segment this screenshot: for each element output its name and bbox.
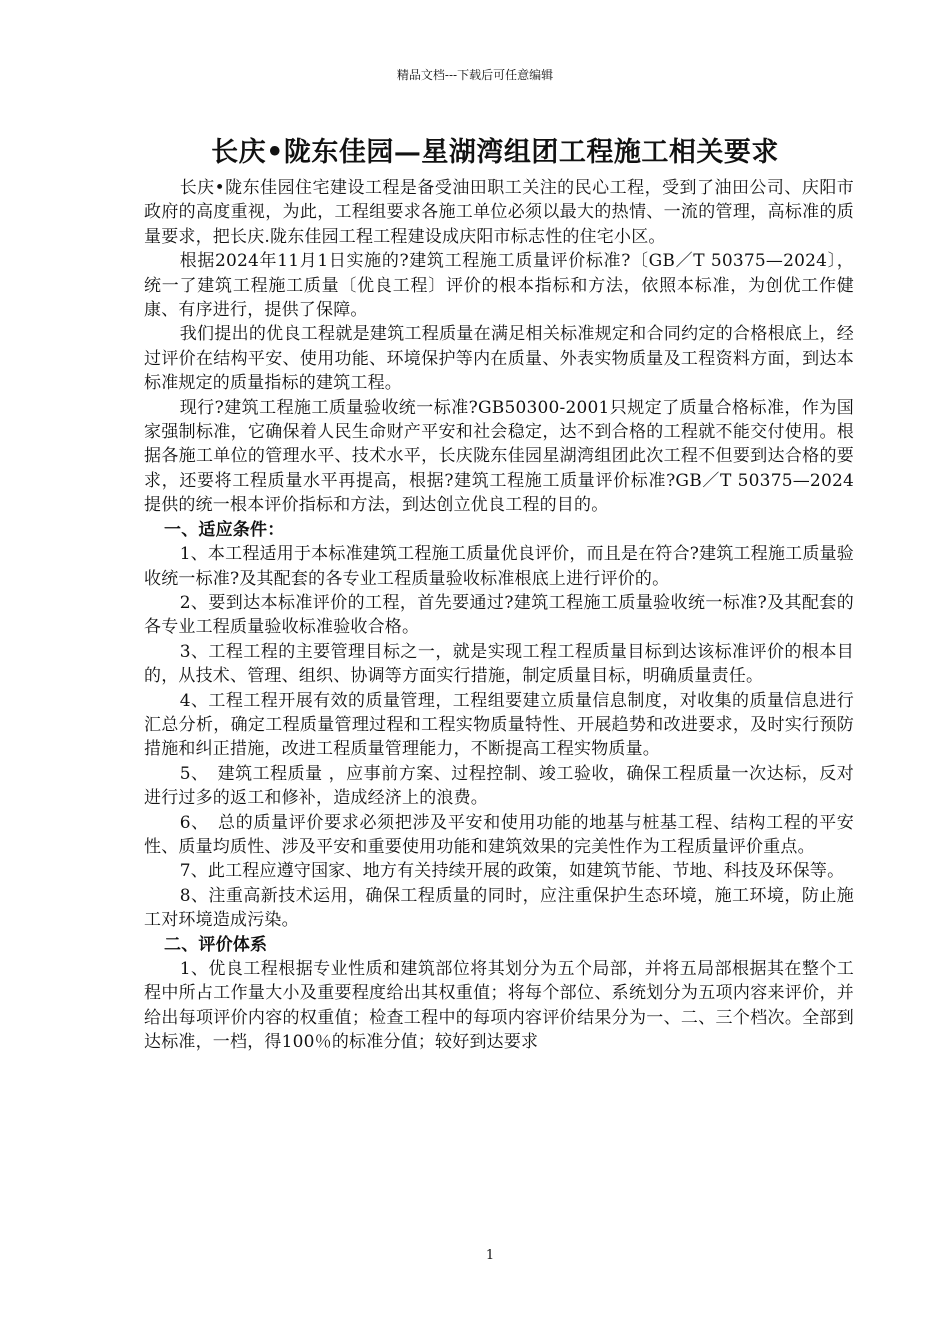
condition-item: 7、此工程应遵守国家、地方有关持续开展的政策，如建筑节能、节地、科技及环保等。	[179, 861, 845, 882]
condition-item: 8、注重高新技术运用，确保工程质量的同时，应注重保护生态环境，施工环境，防止施工对环境造成污染。	[144, 885, 854, 931]
condition-item: 2、要到达本标准评价的工程，首先要通过?建筑工程施工质量验收统一标准?及其配套的各专业工程质量验收标准验收合格。	[144, 592, 854, 638]
document-body	[144, 176, 854, 1055]
intro-paragraph: 根据2024年11月1日实施的?建筑工程施工质量评价标准?〔GB／T 50375—2024〕，统一了建筑工程施工质量〔优良工程〕评价的根本指标和方法，依照本标准，为创优工作健康、有序进行，提供了保障。	[144, 251, 854, 321]
condition-item: 6、 总的质量评价要求必须把涉及平安和使用功能的地基与桩基工程、结构工程的平安性、质量均质性、涉及平安和重要使用功能和建筑效果的完美性作为工程质量评价重点。	[144, 812, 854, 857]
page-header: 精品文档---下载后可任意编辑	[396, 68, 554, 82]
intro-paragraph: 我们提出的优良工程就是建筑工程质量在满足相关标准规定和合同约定的合格根底上，经过评价在结构平安、使用功能、环境保护等内在质量、外表实物质量及工程资料方面，到达本标准规定的质量指标的建筑工程。	[144, 324, 854, 394]
evaluation-item: 1、优良工程根据专业性质和建筑部位将其划分为五个局部，并将五局部根据其在整个工程中所占工作量大小及重要程度给出其权重值；将每个部位、系统划分为五项内容来评价，并给出每项评价内容的权重值；检查工程中的每项内容评价结果分为一、二、三个档次。全部到达标准，一档，得100％的标准分值；较好到达要求	[144, 959, 854, 1053]
condition-item: 5、 建筑工程质量 ，应事前方案、过程控制、竣工验收，确保工程质量一次达标，反对进行过多的返工和修补，造成经济上的浪费。	[144, 763, 854, 809]
intro-paragraph: 长庆•陇东佳园住宅建设工程是备受油田职工关注的民心工程，受到了油田公司、庆阳市政府的高度重视，为此，工程组要求各施工单位必须以最大的热情、一流的管理，高标准的质量要求，把长庆.陇东佳园工程工程建设成庆阳市标志性的住宅小区。	[144, 178, 854, 247]
condition-item: 3、工程工程的主要管理目标之一，就是实现工程工程质量目标到达该标准评价的根本目的，从技术、管理、组织、协调等方面实行措施，制定质量目标，明确质量责任。	[144, 641, 854, 687]
condition-item: 1、本工程适用于本标准建筑工程施工质量优良评价，而且是在符合?建筑工程施工质量验收统一标准?及其配套的各专业工程质量验收标准根底上进行评价的。	[144, 544, 854, 589]
condition-item: 4、工程工程开展有效的质量管理，工程组要建立质量信息制度，对收集的质量信息进行汇总分析，确定工程质量管理过程和工程实物质量特性、开展趋势和改进要求，及时实行预防措施和纠正措施，改进工程质量管理能力，不断提高工程实物质量。	[144, 690, 854, 760]
section-heading-conditions: 一、适应条件：	[164, 519, 285, 540]
intro-paragraph: 现行?建筑工程施工质量验收统一标准?GB50300-2001只规定了质量合格标准，作为国家强制标准，它确保着人民生命财产平安和社会稳定，达不到合格的工程就不能交付使用。根据各施工单位的管理水平、技术水平，长庆陇东佳园星湖湾组团此次工程不但要到达合格的要求，还要将工程质量水平再提高，根据?建筑工程施工质量评价标准?GB／T 50375—2024提供的统一根本评价指标和方法，到达创立优良工程的目的。	[144, 397, 854, 516]
page-number: 1	[485, 1248, 495, 1263]
document-title: 长庆•陇东佳园—星湖湾组团工程施工相关要求	[211, 137, 779, 168]
section-heading-evaluation: 二、评价体系	[164, 934, 268, 955]
